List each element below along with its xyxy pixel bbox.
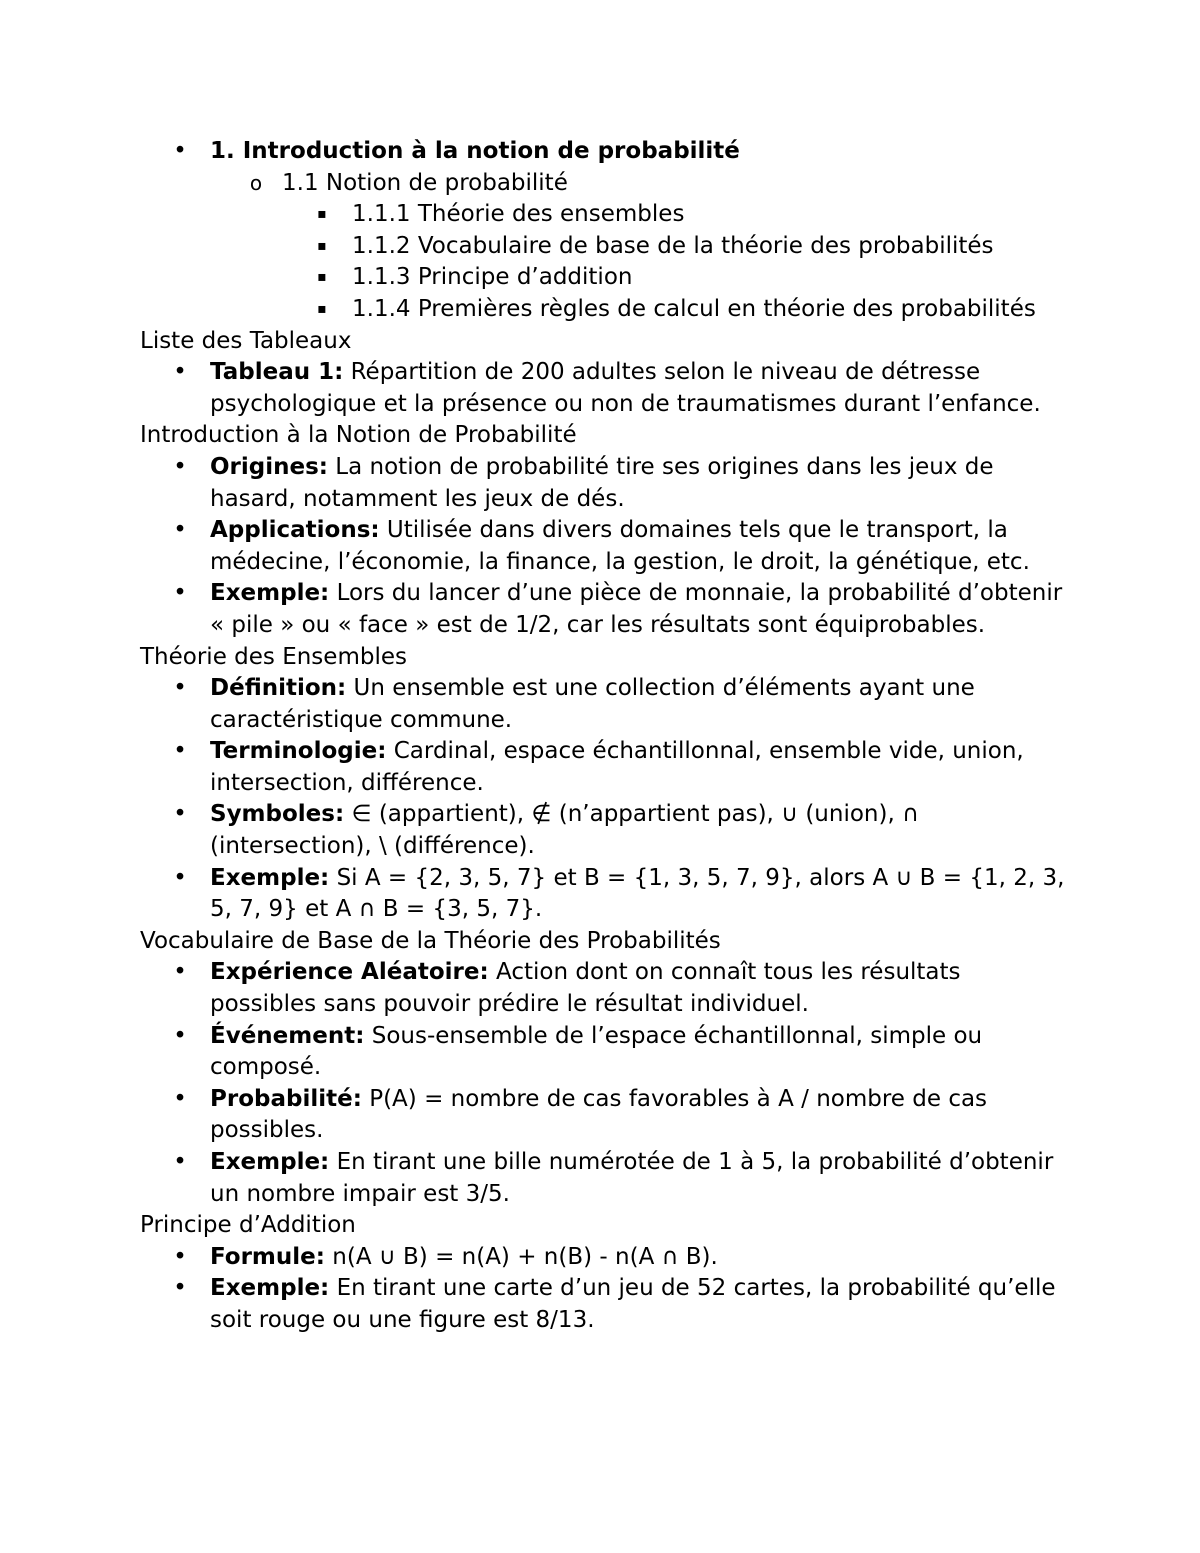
disc-bullet-icon: • — [173, 1022, 187, 1049]
square-bullet-icon: ▪ — [317, 269, 327, 286]
toc-level3-item — [140, 199, 1080, 231]
disc-bullet-icon: • — [173, 453, 187, 480]
list-item — [140, 736, 1080, 799]
item-text: Cardinal, espace échantillonnal, ensemble vide, union, intersection, différence. — [210, 738, 1024, 796]
toc-level3-text: 1.1.3 Principe d’addition — [352, 264, 633, 291]
list-item — [140, 357, 1080, 420]
disc-bullet-icon: • — [173, 580, 187, 607]
disc-bullet-icon: • — [173, 959, 187, 986]
disc-bullet-icon: • — [173, 138, 187, 164]
item-label: Événement: — [210, 1022, 365, 1049]
list-item — [140, 673, 1080, 736]
section-heading: Liste des Tableaux — [140, 327, 352, 354]
disc-bullet-icon: • — [173, 738, 187, 765]
item-text: En tirant une bille numérotée de 1 à 5, la probabilité d’obtenir un nombre impair est 3/5. — [210, 1149, 1054, 1207]
toc-level3-text: 1.1.1 Théorie des ensembles — [352, 201, 685, 228]
list-item — [140, 452, 1080, 515]
toc-level2-item — [140, 168, 1080, 200]
item-text: n(A ∪ B) = n(A) + n(B) - n(A ∩ B). — [324, 1243, 718, 1270]
toc-level1-text: 1. Introduction à la notion de probabilité — [210, 138, 740, 164]
item-text: La notion de probabilité tire ses origines dans les jeux de hasard, notamment les jeux de dés. — [210, 453, 994, 512]
disc-bullet-icon: • — [173, 675, 187, 702]
section-heading: Principe d’Addition — [140, 1212, 356, 1239]
toc-level2-text: 1.1 Notion de probabilité — [282, 169, 568, 196]
item-label: Exemple: — [210, 1275, 330, 1302]
item-label: Définition: — [210, 675, 347, 702]
document-content — [140, 136, 1080, 1337]
item-label: Terminologie: — [210, 738, 387, 765]
disc-bullet-icon: • — [173, 1149, 187, 1175]
item-label: Symboles: — [210, 801, 345, 828]
item-label: Expérience Aléatoire: — [210, 959, 489, 986]
item-label: Applications: — [210, 517, 380, 544]
list-item — [140, 863, 1080, 926]
item-label: Probabilité: — [210, 1085, 362, 1112]
disc-bullet-icon: • — [173, 359, 187, 386]
item-text: Sous-ensemble de l’espace échantillonnal, simple ou composé. — [210, 1022, 983, 1081]
item-label: Exemple: — [210, 864, 330, 891]
square-bullet-icon: ▪ — [317, 237, 327, 254]
list-item — [140, 1273, 1080, 1336]
toc-level3-text: 1.1.4 Premières règles de calcul en théorie des probabilités — [352, 295, 1036, 322]
disc-bullet-icon: • — [173, 1085, 187, 1112]
item-text: Si A = {2, 3, 5, 7} et B = {1, 3, 5, 7, 9}, alors A ∪ B = {1, 2, 3, 5, 7, 9} et A ∩ B = {3, 5, 7}. — [210, 864, 1065, 923]
disc-bullet-icon: • — [173, 864, 187, 891]
circle-bullet-icon: o — [249, 170, 263, 195]
item-text: ∈ (appartient), ∉ (n’appartient pas), ∪ (union), ∩ (intersection), \ (différence). — [210, 801, 919, 860]
section-heading: Théorie des Ensembles — [140, 643, 407, 670]
square-bullet-icon: ▪ — [317, 206, 327, 223]
item-text: Utilisée dans divers domaines tels que le transport, la médecine, l’économie, la finance, la gestion, le droit, la génétique, etc. — [210, 517, 1030, 575]
toc-level1-item — [140, 136, 1080, 168]
disc-bullet-icon: • — [173, 1243, 187, 1270]
list-item — [140, 799, 1080, 862]
item-label: Tableau 1: — [210, 359, 344, 386]
toc-level3-item — [140, 294, 1080, 326]
disc-bullet-icon: • — [173, 801, 187, 828]
toc-level3-text: 1.1.2 Vocabulaire de base de la théorie des probabilités — [352, 232, 994, 259]
section-heading: Introduction à la Notion de Probabilité — [140, 422, 577, 449]
item-text: Répartition de 200 adultes selon le niveau de détresse psychologique et la présence ou non de traumatismes durant l’enfance. — [210, 359, 1041, 417]
list-item — [140, 1021, 1080, 1084]
square-bullet-icon: ▪ — [317, 300, 327, 317]
toc-level3-item — [140, 262, 1080, 294]
item-label: Formule: — [210, 1243, 325, 1270]
item-label: Exemple: — [210, 580, 330, 607]
item-text: Lors du lancer d’une pièce de monnaie, la probabilité d’obtenir « pile » ou « face » est de 1/2, car les résultats sont équiprobables. — [210, 580, 1063, 638]
list-item — [140, 957, 1080, 1020]
list-item — [140, 578, 1080, 641]
section-heading: Vocabulaire de Base de la Théorie des Probabilités — [140, 927, 721, 954]
list-item — [140, 1084, 1080, 1147]
list-item — [140, 1147, 1080, 1210]
item-label: Exemple: — [210, 1149, 330, 1175]
list-item — [140, 515, 1080, 578]
item-text: Un ensemble est une collection d’éléments ayant une caractéristique commune. — [210, 675, 975, 733]
item-text: Action dont on connaît tous les résultats possibles sans pouvoir prédire le résultat individuel. — [210, 959, 961, 1018]
item-text: P(A) = nombre de cas favorables à A / nombre de cas possibles. — [210, 1085, 988, 1144]
list-item — [140, 1242, 1080, 1274]
toc-level3-item — [140, 231, 1080, 263]
item-text: En tirant une carte d’un jeu de 52 cartes, la probabilité qu’elle soit rouge ou une figure est 8/13. — [210, 1275, 1056, 1333]
disc-bullet-icon: • — [173, 517, 187, 544]
disc-bullet-icon: • — [173, 1275, 187, 1302]
item-label: Origines: — [210, 453, 328, 480]
